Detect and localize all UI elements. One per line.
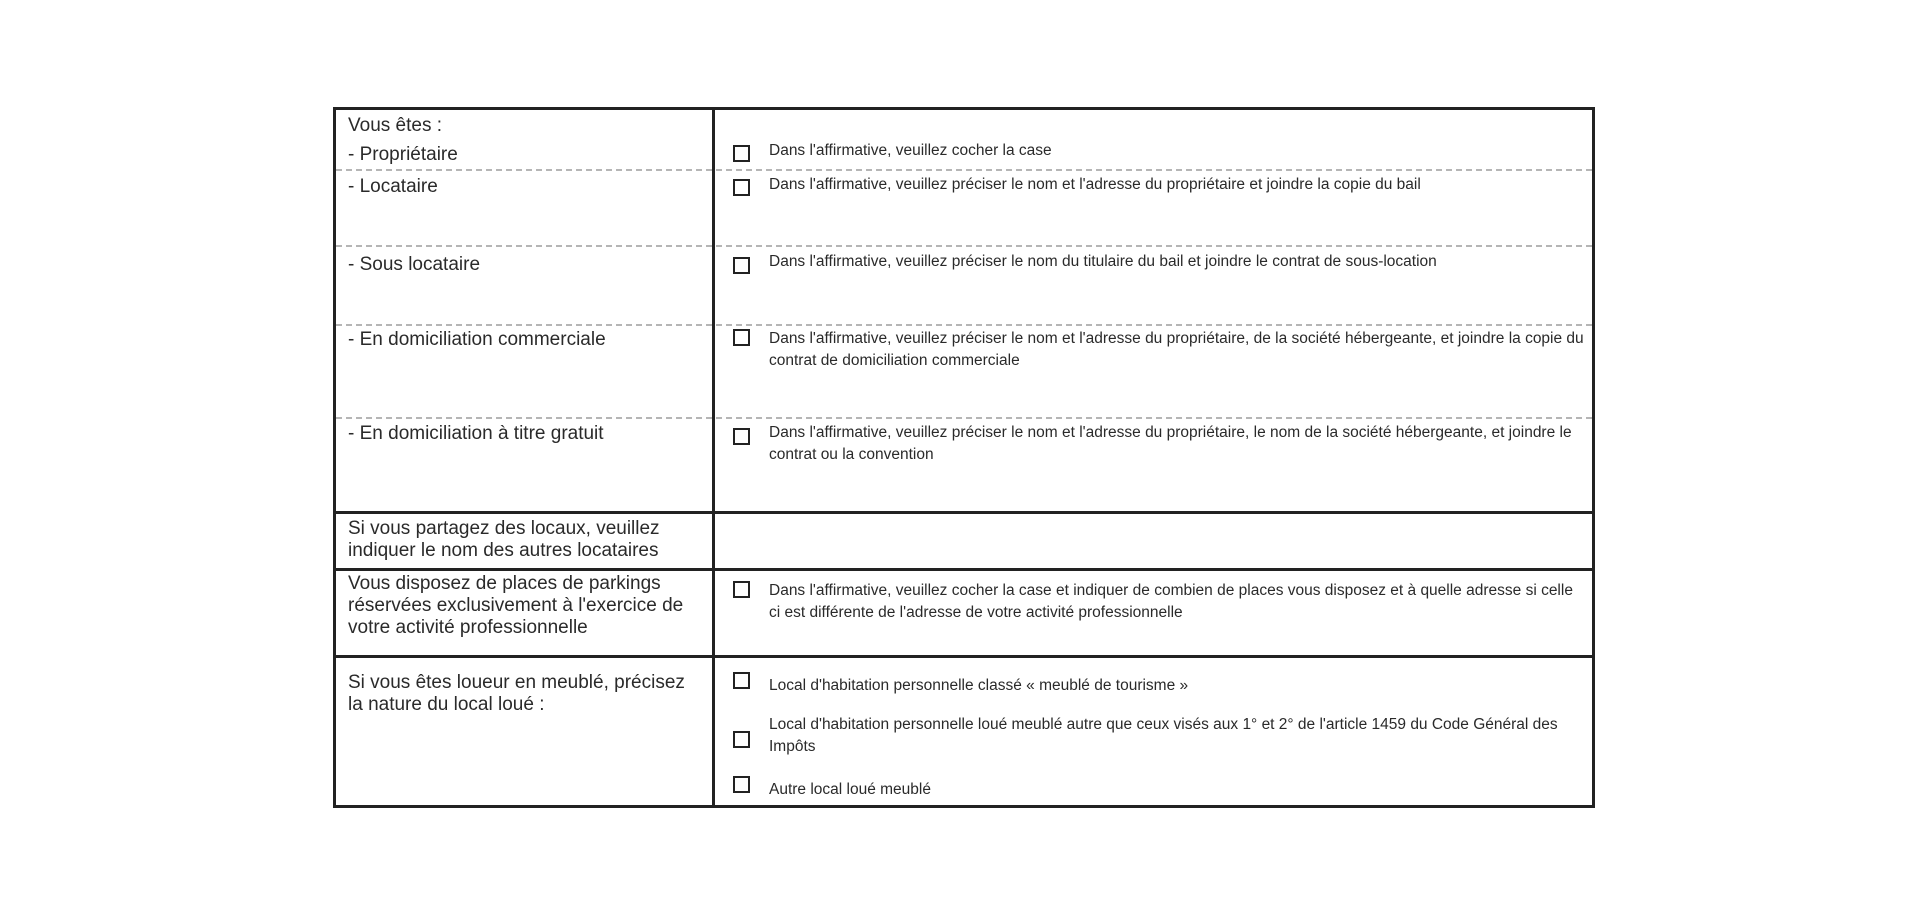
option-text: Autre local loué meublé <box>769 781 931 798</box>
checkbox-furnished-other-personal[interactable] <box>733 731 750 748</box>
row-divider <box>336 568 1592 571</box>
checkbox-domiciliation-commerciale[interactable] <box>733 329 750 346</box>
checkbox-proprietaire[interactable] <box>733 145 750 162</box>
checkbox-domiciliation-gratuite[interactable] <box>733 428 750 445</box>
shared-premises-label: Si vous partagez des locaux, veuillez indiquer le nom des autres locataires <box>348 518 660 561</box>
checkbox-parking[interactable] <box>733 581 750 598</box>
option-text: Local d'habitation personnelle loué meublé autre que ceux visés aux 1° et 2° de l'article 1459 du Code Général des Impôts <box>769 716 1558 755</box>
label-locataire: - Locataire <box>348 176 438 197</box>
checkbox-furnished-other[interactable] <box>733 776 750 793</box>
label-proprietaire: - Propriétaire <box>348 144 458 165</box>
checkbox-locataire[interactable] <box>733 179 750 196</box>
dashed-separator <box>336 169 1592 171</box>
furnished-label: Si vous êtes loueur en meublé, précisez la nature du local loué : <box>348 672 685 715</box>
option-text: Dans l'affirmative, veuillez cocher la case <box>769 142 1052 159</box>
label-domiciliation-commerciale: - En domiciliation commerciale <box>348 329 606 350</box>
option-text: Dans l'affirmative, veuillez préciser le nom et l'adresse du propriétaire et joindre la copie du bail <box>769 176 1421 193</box>
dashed-separator <box>336 245 1592 247</box>
option-text: Dans l'affirmative, veuillez préciser le nom et l'adresse du propriétaire, de la société hébergeante, et joindre la copie du contrat de domiciliation commerciale <box>769 330 1584 369</box>
tenancy-form-table <box>333 107 1595 808</box>
option-text: Local d'habitation personnelle classé « meublé de tourisme » <box>769 677 1189 694</box>
dashed-separator <box>336 324 1592 326</box>
column-divider <box>712 110 715 805</box>
option-text: Dans l'affirmative, veuillez préciser le nom et l'adresse du propriétaire, le nom de la société hébergeante, et joindre le contrat ou la convention <box>769 424 1572 463</box>
option-text: Dans l'affirmative, veuillez préciser le nom du titulaire du bail et joindre le contrat de sous-location <box>769 253 1437 270</box>
label-domiciliation-gratuite: - En domiciliation à titre gratuit <box>348 423 604 444</box>
status-header: Vous êtes : <box>348 115 443 136</box>
label-sous-locataire: - Sous locataire <box>348 254 481 275</box>
option-text: Dans l'affirmative, veuillez cocher la case et indiquer de combien de places vous disposez et à quelle adresse si celle ci est différente de l'adresse de votre activité professionnelle <box>769 582 1573 621</box>
checkbox-sous-locataire[interactable] <box>733 257 750 274</box>
parking-label: Vous disposez de places de parkings réservées exclusivement à l'exercice de votre activité professionnelle <box>348 573 684 638</box>
row-divider <box>336 655 1592 658</box>
checkbox-furnished-tourism[interactable] <box>733 672 750 689</box>
shared-premises-field[interactable] <box>717 514 1592 568</box>
dashed-separator <box>336 417 1592 419</box>
